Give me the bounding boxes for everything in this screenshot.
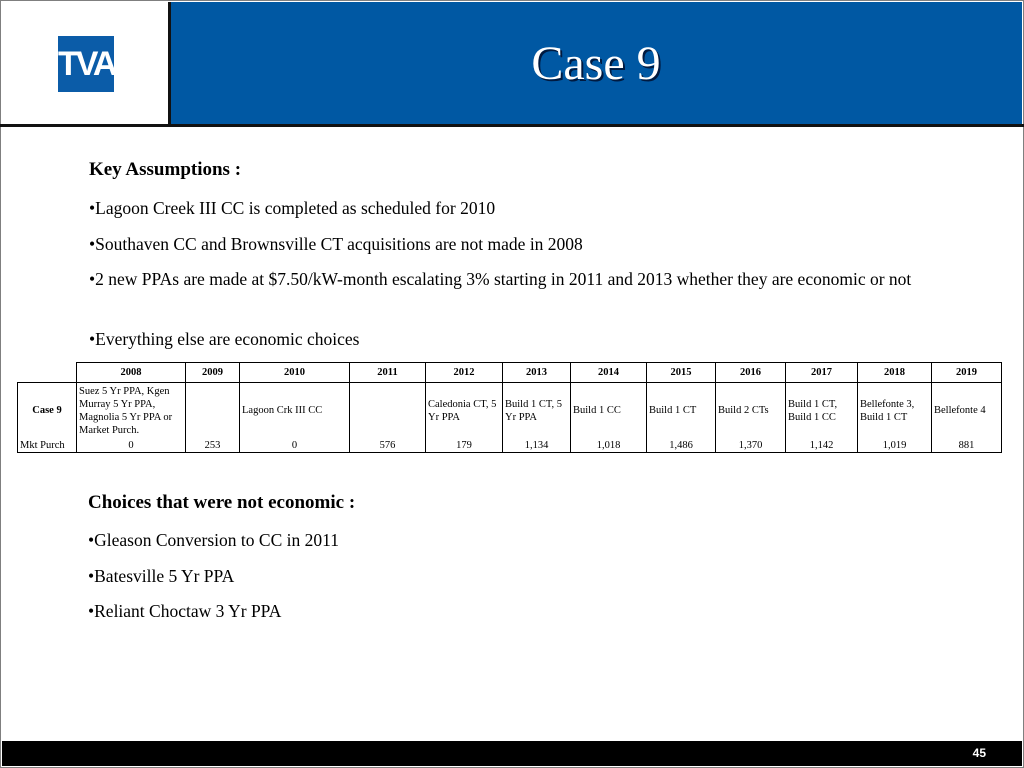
choice-cell: Build 1 CC xyxy=(571,383,647,439)
choice-cell: Bellefonte 3, Build 1 CT xyxy=(858,383,932,439)
year-header: 2016 xyxy=(716,363,786,383)
choice-cell xyxy=(186,383,240,439)
year-header: 2018 xyxy=(858,363,932,383)
market-purchase-value: 179 xyxy=(426,439,503,453)
tva-logo: TVA xyxy=(58,36,114,92)
expansion-plan-table xyxy=(17,362,1002,453)
not-economic-item: •Batesville 5 Yr PPA xyxy=(88,566,235,586)
choice-cell: Lagoon Crk III CC xyxy=(240,383,350,439)
market-purchase-value: 576 xyxy=(350,439,426,453)
footer-bar xyxy=(2,741,1022,766)
market-purchase-value: 1,142 xyxy=(786,439,858,453)
choice-cell: Build 1 CT, 5 Yr PPA xyxy=(503,383,571,439)
choice-cell: Bellefonte 4 xyxy=(932,383,1002,439)
choice-cell: Build 1 CT, Build 1 CC xyxy=(786,383,858,439)
market-purchase-value: 881 xyxy=(932,439,1002,453)
assumption-item: •Southaven CC and Brownsville CT acquisitions are not made in 2008 xyxy=(89,234,583,254)
market-purchase-label: Mkt Purch xyxy=(18,439,77,453)
year-header: 2009 xyxy=(186,363,240,383)
market-purchase-value: 1,486 xyxy=(647,439,716,453)
market-purchase-value: 253 xyxy=(186,439,240,453)
market-purchase-row xyxy=(18,439,1002,453)
year-header: 2010 xyxy=(240,363,350,383)
not-economic-heading: Choices that were not economic : xyxy=(88,492,356,513)
page-number: 45 xyxy=(972,746,986,760)
assumption-item: •Everything else are economic choices xyxy=(89,329,360,349)
market-purchase-value: 1,019 xyxy=(858,439,932,453)
not-economic-item: •Gleason Conversion to CC in 2011 xyxy=(88,530,339,550)
choice-cell: Build 1 CT xyxy=(647,383,716,439)
year-header: 2011 xyxy=(350,363,426,383)
assumption-item: •2 new PPAs are made at $7.50/kW-month escalating 3% starting in 2011 and 2013 whether they are economic or not xyxy=(89,269,912,289)
year-header: 2015 xyxy=(647,363,716,383)
choice-cell: Caledonia CT, 5 Yr PPA xyxy=(426,383,503,439)
case-label: Case 9 xyxy=(18,383,77,439)
year-header: 2012 xyxy=(426,363,503,383)
year-header-row xyxy=(18,363,1002,383)
market-purchase-value: 0 xyxy=(77,439,186,453)
corner-cell xyxy=(18,363,77,383)
choice-row xyxy=(18,383,1002,439)
market-purchase-value: 1,370 xyxy=(716,439,786,453)
market-purchase-value: 1,018 xyxy=(571,439,647,453)
key-assumptions-heading: Key Assumptions : xyxy=(89,159,242,180)
market-purchase-value: 1,134 xyxy=(503,439,571,453)
choice-cell xyxy=(350,383,426,439)
market-purchase-value: 0 xyxy=(240,439,350,453)
header-underline xyxy=(0,124,1024,127)
year-header: 2013 xyxy=(503,363,571,383)
not-economic-item: •Reliant Choctaw 3 Yr PPA xyxy=(88,601,282,621)
choice-cell: Suez 5 Yr PPA, Kgen Murray 5 Yr PPA, Magnolia 5 Yr PPA or Market Purch. xyxy=(77,383,186,439)
year-header: 2019 xyxy=(932,363,1002,383)
logo-area xyxy=(2,2,168,124)
year-header: 2017 xyxy=(786,363,858,383)
slide-title: Case 9 xyxy=(531,37,661,90)
year-header: 2008 xyxy=(77,363,186,383)
choice-cell: Build 2 CTs xyxy=(716,383,786,439)
assumption-item: •Lagoon Creek III CC is completed as scheduled for 2010 xyxy=(89,198,496,218)
year-header: 2014 xyxy=(571,363,647,383)
